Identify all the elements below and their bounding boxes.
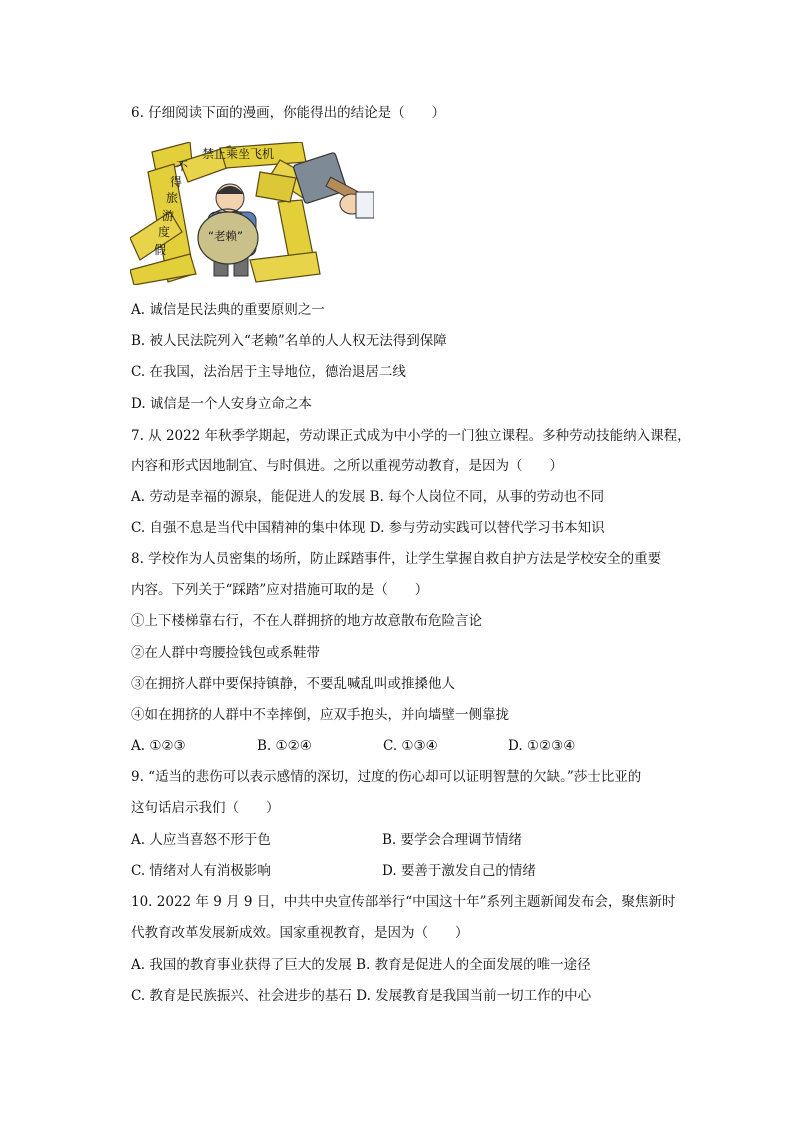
q10-options-row1: A. 我国的教育事业获得了巨大的发展 B. 教育是促进人的全面发展的唯一途径 [131, 957, 591, 973]
svg-text:得: 得 [170, 175, 183, 189]
q8-option-c: C. ①③④ [383, 738, 438, 754]
q7-options-row1: A. 劳动是幸福的源泉，能促进人的发展 B. 每个人岗位不同，从事的劳动也不同 [131, 489, 605, 505]
q9-stem-line2: 这句话启示我们（ ） [131, 800, 280, 816]
q8-options [131, 736, 611, 756]
q6-option-d: D. 诚信是一个人安身立命之本 [131, 396, 312, 412]
q7-options-row2: C. 自强不息是当代中国精神的集中体现 D. 参与劳动实践可以替代学习书本知识 [131, 520, 605, 536]
q8-option-b: B. ①②④ [257, 738, 312, 754]
q7-stem-line1: 7. 从 2022 年秋季学期起，劳动课正式成为中小学的一门独立课程。多种劳动技能纳入课程， [131, 428, 691, 444]
q8-item-4: ④如在拥挤的人群中不幸摔倒，应双手抱头，并向墙壁一侧靠拢 [131, 707, 509, 723]
q9-options-row1 [131, 830, 611, 850]
svg-text:假: 假 [154, 243, 167, 257]
svg-text:游: 游 [162, 209, 175, 223]
q6-cartoon [130, 142, 374, 285]
q8-stem-line2: 内容。下列关于“踩踏”应对措施可取的是（ ） [131, 582, 429, 598]
q8-stem-line1: 8. 学校作为人员密集的场所，防止踩踏事件，让学生掌握自救自护方法是学校安全的重要 [131, 551, 662, 567]
q7-stem-line2: 内容和形式因地制宜、与时俱进。之所以重视劳动教育，是因为（ ） [131, 458, 563, 474]
sack-label-text: “老赖” [208, 229, 243, 243]
q8-item-2: ②在人群中弯腰捡钱包或系鞋带 [131, 645, 320, 661]
q6-option-a: A. 诚信是民法典的重要原则之一 [131, 302, 325, 318]
q9-option-d: D. 要善于激发自己的情绪 [382, 863, 536, 879]
q9-option-a: A. 人应当喜怒不形于色 [131, 832, 271, 848]
svg-text:不: 不 [176, 159, 189, 173]
q6-option-c: C. 在我国，法治居于主导地位，德治退居二线 [131, 364, 406, 380]
q8-item-3: ③在拥挤人群中要保持镇静，不要乱喊乱叫或推搡他人 [131, 676, 455, 692]
q8-item-1: ①上下楼梯靠右行，不在人群拥挤的地方故意散布危险言论 [131, 613, 482, 629]
q10-options-row2: C. 教育是民族振兴、社会进步的基石 D. 发展教育是我国当前一切工作的中心 [131, 988, 592, 1004]
q8-option-a: A. ①②③ [131, 738, 186, 754]
svg-text:旅: 旅 [166, 191, 179, 205]
q9-option-c: C. 情绪对人有消极影响 [131, 863, 271, 879]
q8-option-d: D. ①②③④ [508, 738, 576, 754]
q6-stem: 6. 仔细阅读下面的漫画，你能得出的结论是（ ） [131, 105, 446, 121]
q9-options-row2 [131, 861, 611, 881]
q9-stem-line1: 9. “适当的悲伤可以表示感情的深切，过度的伤心却可以证明智慧的欠缺。”莎士比亚的 [131, 769, 642, 785]
q10-stem-line1: 10. 2022 年 9 月 9 日，中共中央宣传部举行“中国这十年”系列主题新闻发布会，聚焦新时 [131, 894, 676, 910]
sign-top-text: 禁止乘坐飞机 [202, 147, 275, 161]
svg-text:度: 度 [158, 225, 171, 239]
q6-option-b: B. 被人民法院列入“老赖”名单的人人权无法得到保障 [131, 333, 447, 349]
q9-option-b: B. 要学会合理调节情绪 [382, 832, 523, 848]
q10-stem-line2: 代教育改革发展新成效。国家重视教育，是因为（ ） [131, 925, 469, 941]
hammer-illustration [293, 152, 374, 218]
